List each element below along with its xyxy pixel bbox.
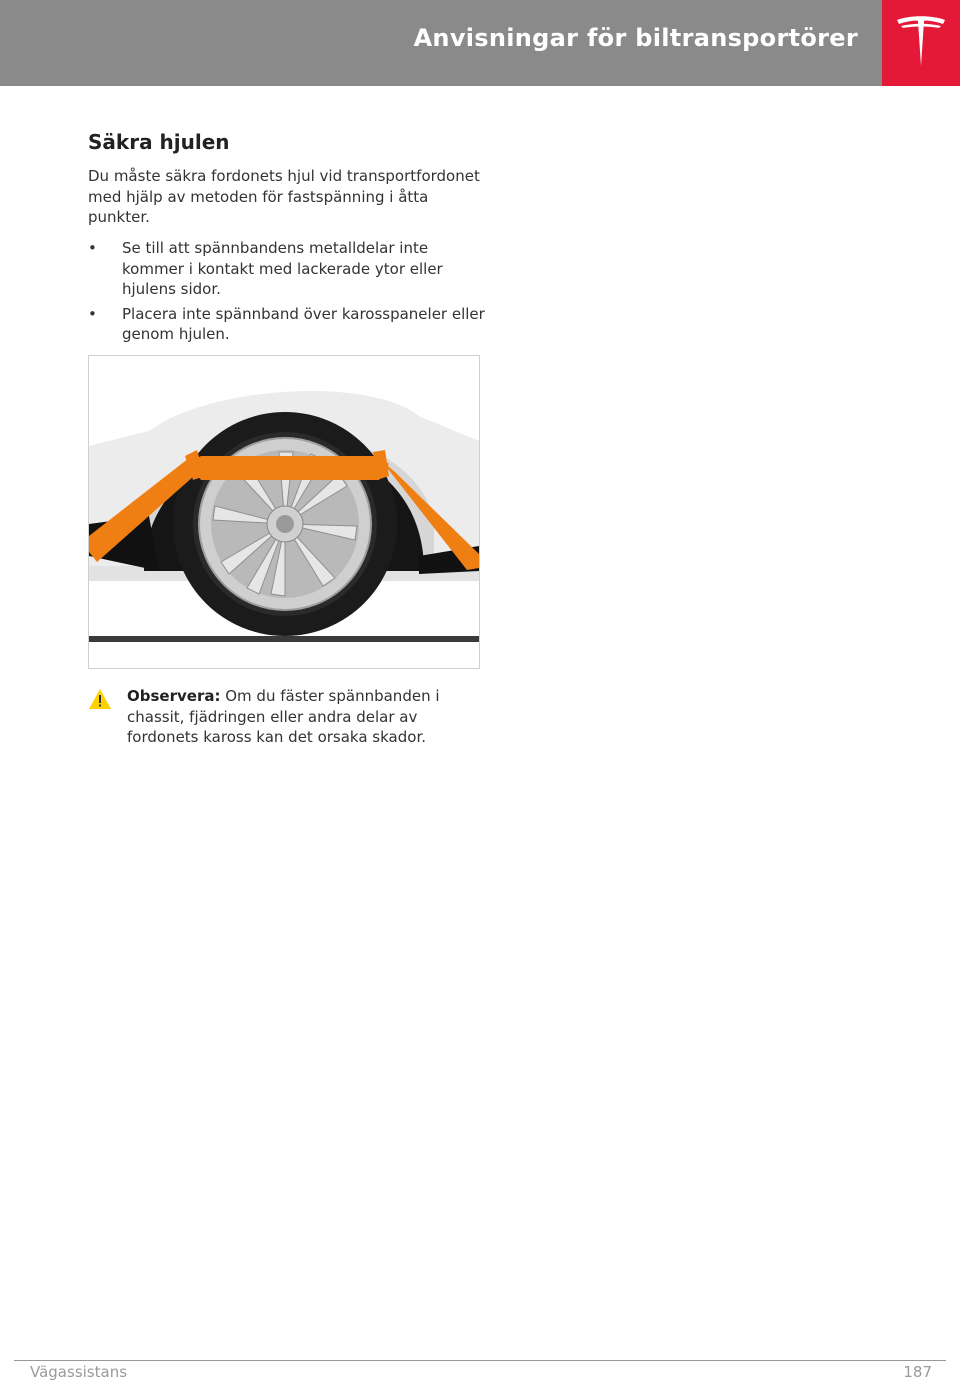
bullet-icon: • — [88, 239, 97, 257]
section-title: Säkra hjulen — [88, 130, 230, 154]
intro-paragraph: Du måste säkra fordonets hjul vid transportfordonet med hjälp av metoden för fastspänning i åtta punkter. — [88, 167, 480, 226]
tesla-logo-badge — [882, 0, 960, 86]
tesla-logo-icon — [895, 14, 947, 70]
page-header — [0, 0, 960, 86]
bullet-text: Se till att spännbandens metalldelar inte kommer i kontakt med lackerade ytor eller hjulens sidor. — [122, 239, 443, 298]
note-body: Om du fäster spännbanden i chassit, fjädringen eller andra delar av fordonets kaross kan det orsaka skador. — [127, 687, 440, 746]
footer-divider — [14, 1360, 946, 1361]
warning-icon — [88, 688, 112, 710]
bullet-icon: • — [88, 304, 97, 323]
list-item — [88, 304, 488, 345]
footer-page-number: 187 — [903, 1363, 932, 1381]
note-text — [127, 686, 487, 748]
header-title: Anvisningar för biltransportörer — [413, 24, 858, 52]
list-item — [88, 238, 488, 300]
wheel-illustration-svg — [89, 356, 479, 668]
bullet-text: Placera inte spännband över karosspaneler eller genom hjulen. — [122, 304, 485, 343]
note-label: Observera: — [127, 687, 221, 705]
footer-section-name: Vägassistans — [30, 1363, 128, 1381]
wheel-strap-illustration — [88, 355, 480, 669]
bullet-list — [88, 238, 488, 349]
